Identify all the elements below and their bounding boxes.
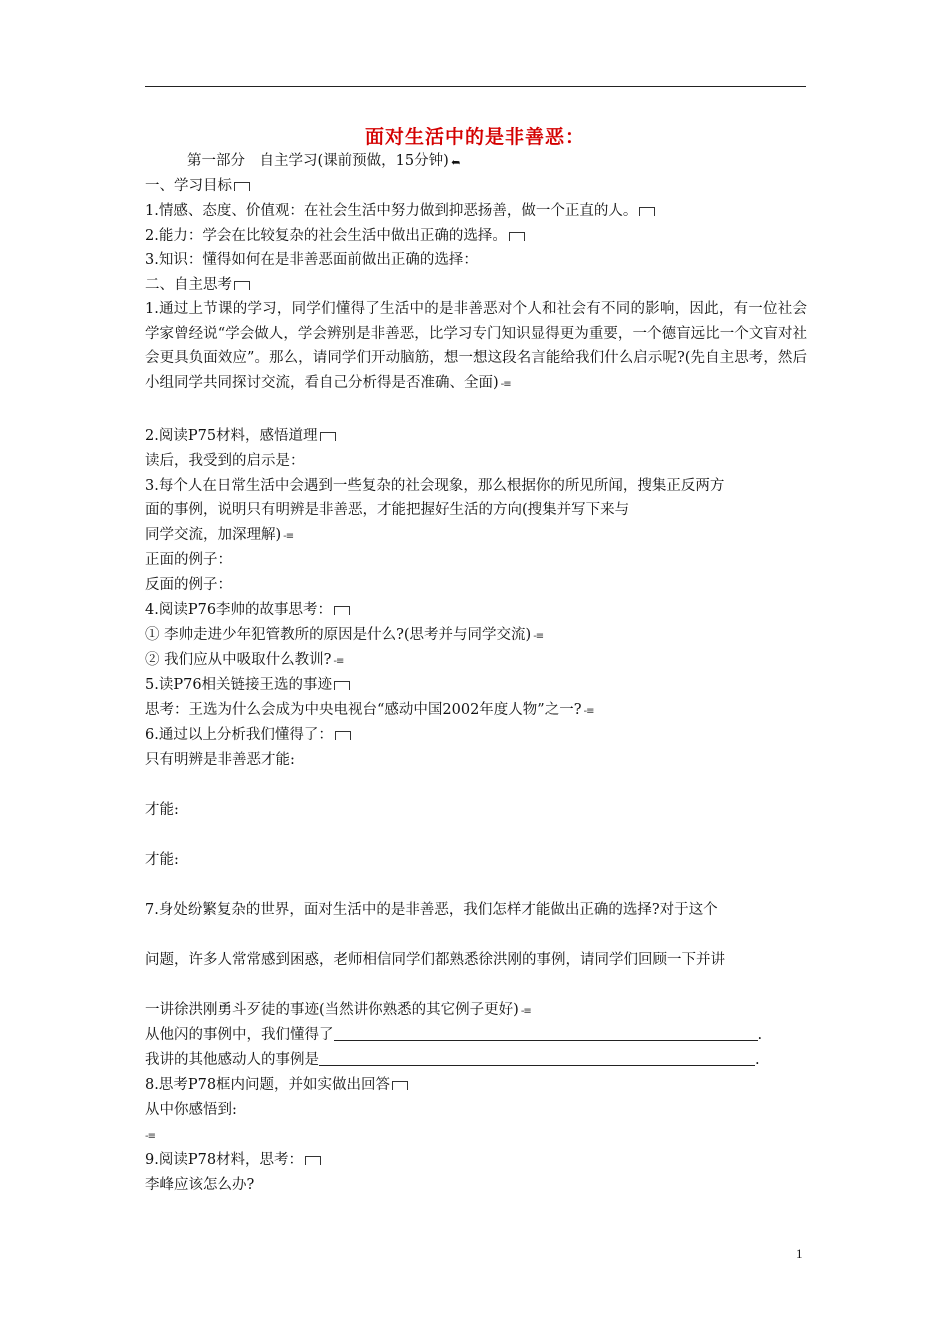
learned-line: 从他闪的事例中，我们懂得了 . xyxy=(145,1027,763,1043)
positive-example: 正面的例子： xyxy=(145,552,232,568)
answer-2: 读后，我受到的启示是： xyxy=(145,453,305,469)
bracket-icon xyxy=(639,207,655,216)
question-1: 1.通过上节课的学习，同学们懂得了生活中的是非善恶对个人和社会有不同的影响，因此，有一位社会学家曾经说“学会做人，学会辨别是非善恶，比学习专门知识显得更为重要，一个德盲远比一个文盲对社会更具负面效应”。那么，请同学们开动脑筋，想一想这段名言能给我们什么启示呢?(先自主思考，然后小组同学共同探讨交流，看自己分析得是否准确、全面) -≡ xyxy=(145,301,807,391)
question-6: 6.通过以上分析我们懂得了： xyxy=(145,725,351,745)
bracket-icon xyxy=(509,232,525,241)
question-3-line3: 同学交流，加深理解) -≡ xyxy=(145,527,294,543)
return-mark-icon: -≡ xyxy=(533,631,544,642)
question-8: 8.思考P78框内问题，并如实做出回答 xyxy=(145,1075,408,1095)
goal-2: 2.能力：学会在比较复杂的社会生活中做出正确的选择。 xyxy=(145,226,525,246)
answer-blank[interactable] xyxy=(319,1050,755,1066)
section-subtitle: 第一部分 自主学习(课前预做，15分钟) ➥ xyxy=(187,151,460,172)
return-mark-icon: -≡ xyxy=(500,378,511,390)
only-discern: 只有明辨是非善恶才能: xyxy=(145,752,295,768)
heading-thinking: 二、自主思考 xyxy=(145,275,250,295)
can-1: 才能: xyxy=(145,802,179,818)
return-mark-icon: -≡ xyxy=(333,656,344,667)
bracket-icon xyxy=(305,1156,321,1165)
question-7-line3: 一讲徐洪刚勇斗歹徒的事迹(当然讲你熟悉的其它例子更好) -≡ xyxy=(145,1002,531,1018)
return-mark-line xyxy=(145,1125,155,1147)
return-mark-icon: -≡ xyxy=(145,1131,155,1142)
heading-goals: 一、学习目标 xyxy=(145,176,250,196)
question-2: 2.阅读P75材料，感悟道理 xyxy=(145,426,336,446)
negative-example: 反面的例子： xyxy=(145,577,232,593)
bracket-icon xyxy=(320,432,336,441)
question-4: 4.阅读P76李帅的故事思考： xyxy=(145,600,350,620)
header-rule xyxy=(145,86,806,87)
bracket-icon xyxy=(392,1081,408,1090)
other-example-line: 我讲的其他感动人的事例是 . xyxy=(145,1052,760,1068)
bracket-icon xyxy=(234,281,250,290)
return-mark-icon: -≡ xyxy=(583,706,594,717)
bracket-icon xyxy=(335,731,351,740)
question-3-line1: 3.每个人在日常生活中会遇到一些复杂的社会现象，那么根据你的所见所闻，搜集正反两方 xyxy=(145,478,725,494)
can-2: 才能: xyxy=(145,852,179,868)
question-7-line2: 问题，许多人常常感到困惑，老师相信同学们都熟悉徐洪刚的事例，请同学们回顾一下并讲 xyxy=(145,952,725,968)
page-title: 面对生活中的是非善恶： xyxy=(364,126,585,148)
question-7-line1: 7.身处纷繁复杂的世界，面对生活中的是非善恶，我们怎样才能做出正确的选择?对于这个 xyxy=(145,902,718,918)
bracket-icon xyxy=(334,681,350,690)
feel-line: 从中你感悟到: xyxy=(145,1102,237,1118)
goal-3: 3.知识：懂得如何在是非善恶面前做出正确的选择： xyxy=(145,252,478,268)
question-3-line2: 面的事例，说明只有明辨是非善恶，才能把握好生活的方向(搜集并写下来与 xyxy=(145,502,630,518)
question-4-sub1: ① 李帅走进少年犯管教所的原因是什么?(思考并与同学交流) -≡ xyxy=(145,627,544,643)
question-9-ask: 李峰应该怎么办? xyxy=(145,1177,255,1193)
return-mark-icon: -≡ xyxy=(283,531,294,542)
arrow-icon: ➥ xyxy=(450,156,460,169)
bracket-icon xyxy=(234,182,250,191)
question-9: 9.阅读P78材料，思考： xyxy=(145,1150,321,1170)
question-4-sub2: ② 我们应从中吸取什么教训? -≡ xyxy=(145,652,344,668)
return-mark-icon: -≡ xyxy=(520,1006,531,1017)
bracket-icon xyxy=(334,606,350,615)
question-5-think: 思考：王选为什么会成为中央电视台“感动中国2002年度人物”之一? -≡ xyxy=(145,702,594,718)
question-5: 5.读P76相关链接王选的事迹 xyxy=(145,675,350,695)
goal-1: 1.情感、态度、价值观：在社会生活中努力做到抑恶扬善，做一个正直的人。 xyxy=(145,201,655,221)
answer-blank[interactable] xyxy=(334,1025,758,1041)
page-number: 1 xyxy=(796,1246,803,1261)
